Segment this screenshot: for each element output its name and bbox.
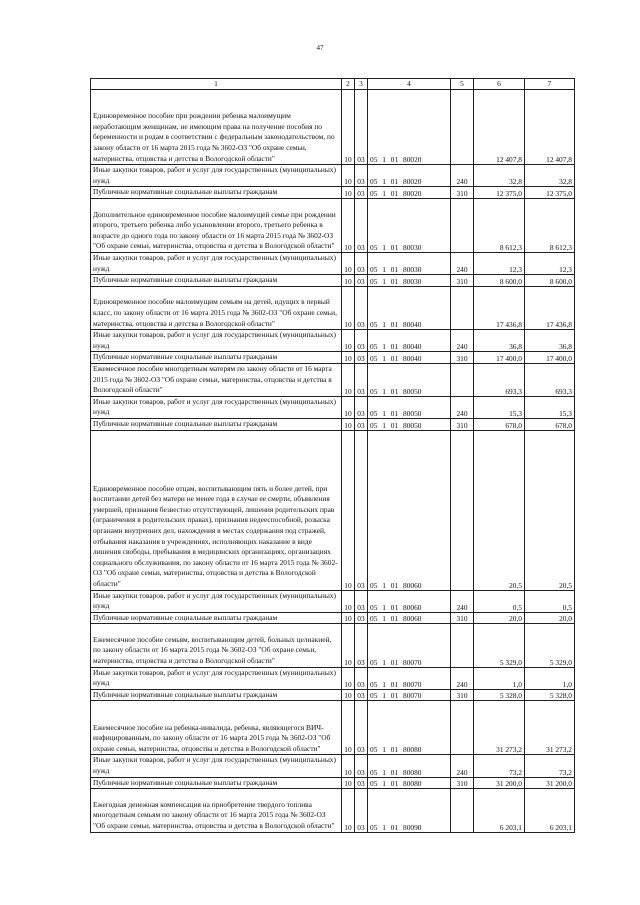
section-code: 10: [342, 689, 355, 701]
target-article-code: 05 1 01 80040: [368, 286, 451, 329]
table-row: [91, 396, 575, 418]
amount-col7: 1,0: [525, 667, 575, 689]
table-row: [91, 590, 575, 612]
expense-type-code: [451, 286, 474, 329]
expense-type-code: [451, 701, 474, 755]
row-description: Публичные нормативные социальные выплаты гражданам: [91, 418, 342, 430]
section-code: 10: [342, 165, 355, 187]
amount-col7: 5 329,0: [525, 624, 575, 667]
target-article-code: 05 1 01 80060: [368, 590, 451, 612]
amount-col6: 73,2: [474, 755, 525, 777]
amount-col6: 31 200,0: [474, 777, 525, 789]
expense-type-code: [451, 789, 474, 832]
expense-type-code: 240: [451, 755, 474, 777]
subsection-code: 03: [355, 612, 368, 624]
subsection-code: 03: [355, 275, 368, 287]
section-code: 10: [342, 396, 355, 418]
target-article-code: 05 1 01 80070: [368, 667, 451, 689]
amount-col7: 31 200,0: [525, 777, 575, 789]
target-article-code: 05 1 01 80050: [368, 363, 451, 396]
amount-col7: 0,5: [525, 590, 575, 612]
amount-col6: 5 328,0: [474, 689, 525, 701]
section-code: 10: [342, 330, 355, 352]
table-row: [91, 789, 575, 832]
amount-col6: 5 329,0: [474, 624, 525, 667]
row-description: Единовременное пособие при рождении ребенка малоимущим неработающим женщинам, не имеющим права на получение пособия по беременности и родам в соответствии с федеральным законодательством, по закону области от 16 марта 2015 года № 3602-ОЗ "Об охране семьи, материнства, отцовства и детства в Вологодской области": [91, 90, 342, 165]
row-description: Иные закупки товаров, работ и услуг для государственных (муниципальных) нужд: [91, 755, 342, 777]
row-description: Единовременное пособие малоимущим семьям на детей, идущих в первый класс, по закону области от 16 марта 2015 года № 3602-ОЗ "Об охране семьи, материнства, отцовства и детства в Вологодской области": [91, 286, 342, 329]
column-header: 6: [474, 79, 525, 90]
amount-col6: 17 436,8: [474, 286, 525, 329]
column-header: 2: [342, 79, 355, 90]
expense-type-code: [451, 624, 474, 667]
subsection-code: 03: [355, 90, 368, 165]
amount-col7: 17 400,0: [525, 352, 575, 364]
expense-type-code: 240: [451, 252, 474, 274]
table-row: [91, 777, 575, 789]
section-code: 10: [342, 755, 355, 777]
target-article-code: 05 1 01 80070: [368, 624, 451, 667]
amount-col6: 6 203,1: [474, 789, 525, 832]
subsection-code: 03: [355, 252, 368, 274]
table-row: [91, 667, 575, 689]
target-article-code: 05 1 01 80060: [368, 612, 451, 624]
row-description: Публичные нормативные социальные выплаты гражданам: [91, 187, 342, 199]
target-article-code: 05 1 01 80080: [368, 777, 451, 789]
amount-col6: 20,0: [474, 612, 525, 624]
amount-col7: 20,5: [525, 430, 575, 590]
target-article-code: 05 1 01 80020: [368, 165, 451, 187]
row-description: Иные закупки товаров, работ и услуг для государственных (муниципальных) нужд: [91, 590, 342, 612]
table-row: [91, 418, 575, 430]
target-article-code: 05 1 01 80080: [368, 701, 451, 755]
target-article-code: 05 1 01 80040: [368, 330, 451, 352]
table-row: [91, 90, 575, 165]
table-row: [91, 701, 575, 755]
table-row: [91, 165, 575, 187]
amount-col6: 36,8: [474, 330, 525, 352]
row-description: Иные закупки товаров, работ и услуг для государственных (муниципальных) нужд: [91, 252, 342, 274]
amount-col7: 12 407,8: [525, 90, 575, 165]
amount-col6: 8 600,0: [474, 275, 525, 287]
amount-col7: 8 600,0: [525, 275, 575, 287]
target-article-code: 05 1 01 80070: [368, 689, 451, 701]
subsection-code: 03: [355, 396, 368, 418]
row-description: Публичные нормативные социальные выплаты гражданам: [91, 275, 342, 287]
section-code: 10: [342, 352, 355, 364]
section-code: 10: [342, 418, 355, 430]
subsection-code: 03: [355, 198, 368, 252]
table-row: [91, 275, 575, 287]
target-article-code: 05 1 01 80090: [368, 789, 451, 832]
subsection-code: 03: [355, 418, 368, 430]
amount-col7: 693,3: [525, 363, 575, 396]
subsection-code: 03: [355, 789, 368, 832]
amount-col6: 678,0: [474, 418, 525, 430]
table-row: [91, 286, 575, 329]
expense-type-code: 310: [451, 612, 474, 624]
expense-type-code: [451, 198, 474, 252]
amount-col6: 1,0: [474, 667, 525, 689]
subsection-code: 03: [355, 624, 368, 667]
budget-table: [90, 78, 575, 833]
subsection-code: 03: [355, 667, 368, 689]
table-row: [91, 363, 575, 396]
amount-col7: 36,8: [525, 330, 575, 352]
section-code: 10: [342, 252, 355, 274]
amount-col7: 31 273,2: [525, 701, 575, 755]
expense-type-code: 310: [451, 777, 474, 789]
section-code: 10: [342, 430, 355, 590]
target-article-code: 05 1 01 80030: [368, 275, 451, 287]
row-description: Публичные нормативные социальные выплаты гражданам: [91, 777, 342, 789]
amount-col7: 17 436,8: [525, 286, 575, 329]
target-article-code: 05 1 01 80050: [368, 396, 451, 418]
target-article-code: 05 1 01 80050: [368, 418, 451, 430]
expense-type-code: 310: [451, 689, 474, 701]
target-article-code: 05 1 01 80020: [368, 90, 451, 165]
table-row: [91, 187, 575, 199]
subsection-code: 03: [355, 286, 368, 329]
section-code: 10: [342, 612, 355, 624]
row-description: Иные закупки товаров, работ и услуг для государственных (муниципальных) нужд: [91, 667, 342, 689]
expense-type-code: 310: [451, 352, 474, 364]
section-code: 10: [342, 789, 355, 832]
amount-col6: 20,5: [474, 430, 525, 590]
amount-col7: 8 612,3: [525, 198, 575, 252]
subsection-code: 03: [355, 330, 368, 352]
expense-type-code: 240: [451, 330, 474, 352]
section-code: 10: [342, 90, 355, 165]
target-article-code: 05 1 01 80080: [368, 755, 451, 777]
target-article-code: 05 1 01 80040: [368, 352, 451, 364]
subsection-code: 03: [355, 590, 368, 612]
subsection-code: 03: [355, 430, 368, 590]
amount-col7: 73,2: [525, 755, 575, 777]
column-header: 4: [368, 79, 451, 90]
table-row: [91, 624, 575, 667]
column-header: 3: [355, 79, 368, 90]
amount-col7: 5 328,0: [525, 689, 575, 701]
amount-col6: 12,3: [474, 252, 525, 274]
amount-col7: 12 375,0: [525, 187, 575, 199]
expense-type-code: 240: [451, 667, 474, 689]
row-description: Публичные нормативные социальные выплаты гражданам: [91, 352, 342, 364]
amount-col6: 12 375,0: [474, 187, 525, 199]
row-description: Публичные нормативные социальные выплаты гражданам: [91, 689, 342, 701]
page-number: 47: [316, 44, 324, 52]
table-row: [91, 430, 575, 590]
section-code: 10: [342, 198, 355, 252]
amount-col6: 31 273,2: [474, 701, 525, 755]
section-code: 10: [342, 363, 355, 396]
row-description: Ежемесячное пособие семьям, воспитывающим детей, больных целиакией, по закону области от 16 марта 2015 года № 3602-ОЗ "Об охране семьи, материнства, отцовства и детства в Вологодской области": [91, 624, 342, 667]
target-article-code: 05 1 01 80030: [368, 198, 451, 252]
subsection-code: 03: [355, 165, 368, 187]
section-code: 10: [342, 590, 355, 612]
row-description: Дополнительное единовременное пособие малоимущей семье при рождении второго, третьего ребенка либо усыновлении второго, третьего ребенка в возрасте до одного года по закону области от 16 марта 2015 года № 3602-ОЗ "Об охране семьи, материнства, отцовства и детства в Вологодской области": [91, 198, 342, 252]
section-code: 10: [342, 275, 355, 287]
row-description: Ежемесячное пособие многодетным матерям по закону области от 16 марта 2015 года № 3602-ОЗ "Об охране семьи, материнства, отцовства и детства в Вологодской области": [91, 363, 342, 396]
section-code: 10: [342, 624, 355, 667]
expense-type-code: 310: [451, 275, 474, 287]
row-description: Публичные нормативные социальные выплаты гражданам: [91, 612, 342, 624]
table-row: [91, 330, 575, 352]
column-header: 1: [91, 79, 342, 90]
subsection-code: 03: [355, 689, 368, 701]
section-code: 10: [342, 701, 355, 755]
amount-col6: 12 407,8: [474, 90, 525, 165]
row-description: Иные закупки товаров, работ и услуг для государственных (муниципальных) нужд: [91, 165, 342, 187]
target-article-code: 05 1 01 80060: [368, 430, 451, 590]
expense-type-code: [451, 90, 474, 165]
column-header: 5: [451, 79, 474, 90]
column-header: 7: [525, 79, 575, 90]
table-row: [91, 198, 575, 252]
table-row: [91, 252, 575, 274]
target-article-code: 05 1 01 80020: [368, 187, 451, 199]
table-row: [91, 352, 575, 364]
expense-type-code: 240: [451, 396, 474, 418]
subsection-code: 03: [355, 187, 368, 199]
amount-col7: 32,8: [525, 165, 575, 187]
section-code: 10: [342, 187, 355, 199]
subsection-code: 03: [355, 777, 368, 789]
amount-col7: 20,0: [525, 612, 575, 624]
amount-col7: 6 203,1: [525, 789, 575, 832]
expense-type-code: 240: [451, 165, 474, 187]
table-row: [91, 755, 575, 777]
section-code: 10: [342, 777, 355, 789]
amount-col7: 15,3: [525, 396, 575, 418]
table-row: [91, 612, 575, 624]
amount-col7: 12,3: [525, 252, 575, 274]
expense-type-code: 310: [451, 418, 474, 430]
table-header-row: [91, 79, 575, 90]
amount-col6: 8 612,3: [474, 198, 525, 252]
section-code: 10: [342, 667, 355, 689]
expense-type-code: [451, 430, 474, 590]
expense-type-code: 310: [451, 187, 474, 199]
amount-col6: 17 400,0: [474, 352, 525, 364]
table-body: [91, 90, 575, 833]
section-code: 10: [342, 286, 355, 329]
row-description: Иные закупки товаров, работ и услуг для государственных (муниципальных) нужд: [91, 330, 342, 352]
subsection-code: 03: [355, 701, 368, 755]
expense-type-code: [451, 363, 474, 396]
amount-col7: 678,0: [525, 418, 575, 430]
subsection-code: 03: [355, 363, 368, 396]
amount-col6: 32,8: [474, 165, 525, 187]
subsection-code: 03: [355, 755, 368, 777]
row-description: Ежегодная денежная компенсация на приобретение твердого топлива многодетным семьям по закону области от 16 марта 2015 года № 3602-ОЗ "Об охране семьи, материнства, отцовства и детства в Вологодской области": [91, 789, 342, 832]
target-article-code: 05 1 01 80030: [368, 252, 451, 274]
amount-col6: 15,3: [474, 396, 525, 418]
expense-type-code: 240: [451, 590, 474, 612]
row-description: Иные закупки товаров, работ и услуг для государственных (муниципальных) нужд: [91, 396, 342, 418]
amount-col6: 693,3: [474, 363, 525, 396]
row-description: Ежемесячное пособие на ребенка-инвалида, ребенка, являющегося ВИЧ-инфицированным, по закону области от 16 марта 2015 года № 3602-ОЗ "Об охране семьи, материнства, отцовства и детства в Вологодской области": [91, 701, 342, 755]
table-row: [91, 689, 575, 701]
row-description: Единовременное пособие отцам, воспитывающим пять и более детей, при воспитании детей без матери не менее года в случае ее смерти, объявления умершей, признания безвестно отсутствующей, лишения родительских прав (ограничения в родительских правах), признания недееспособной, розыска органами внутренних дел, нахождения в местах содержания под стражей, отбывания наказания в учреждениях, исполняющих наказание в виде лишения свободы, пребывания в медицинских организациях, организациях социального обслуживания, по закону области от 16 марта 2015 года № 3602-ОЗ "Об охране семьи, материнства, отцовства и детства в Вологодской области": [91, 430, 342, 590]
amount-col6: 0,5: [474, 590, 525, 612]
subsection-code: 03: [355, 352, 368, 364]
